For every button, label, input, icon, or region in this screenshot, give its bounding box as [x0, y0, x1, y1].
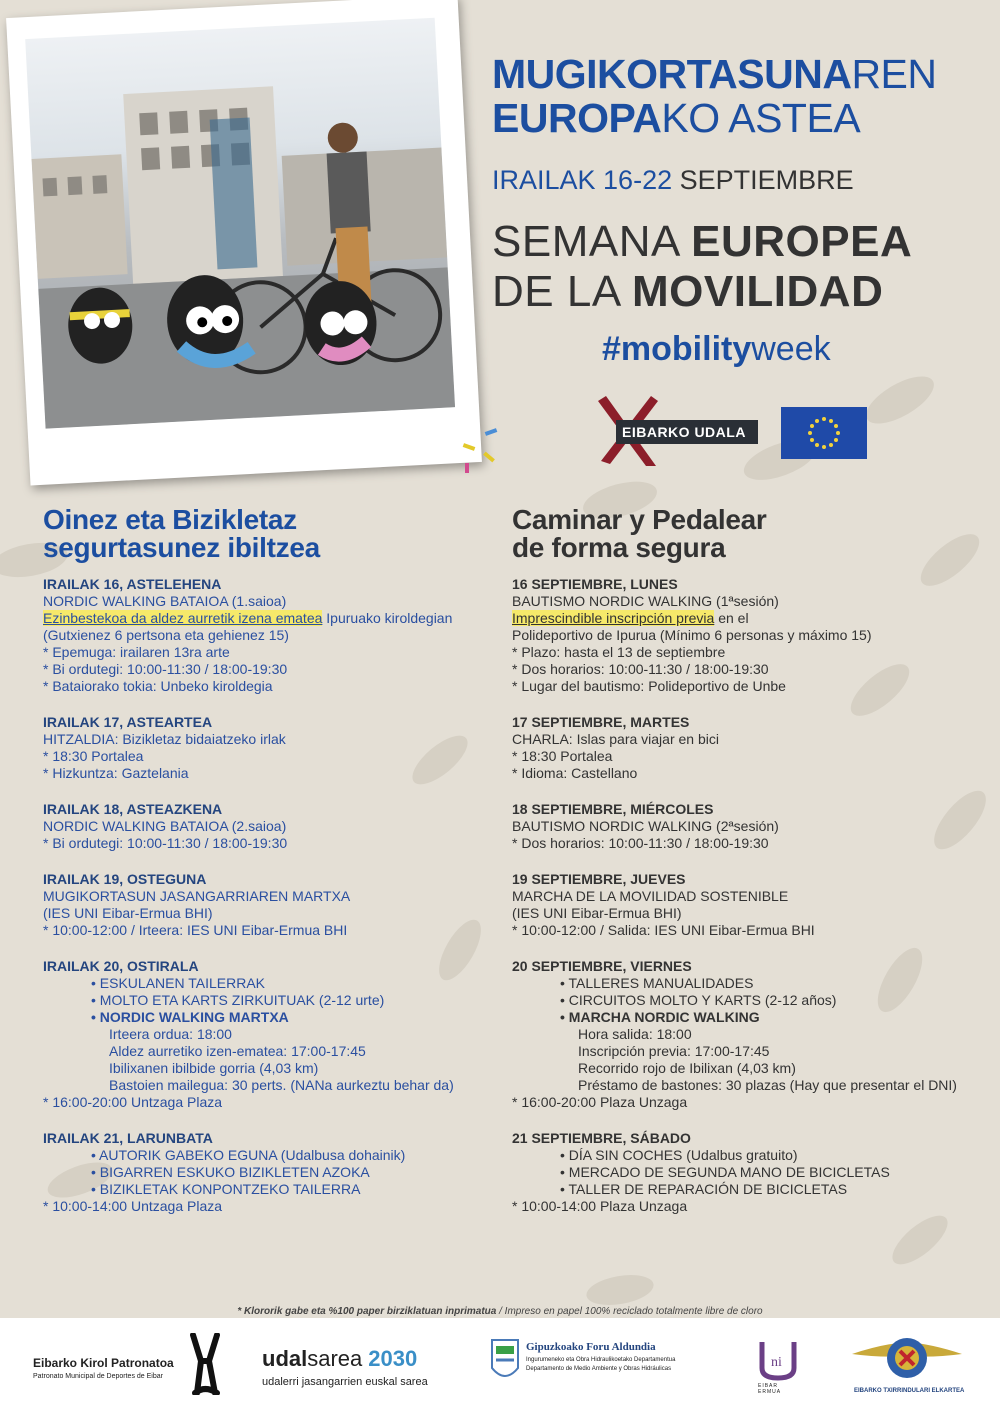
- day-heading: 18 SEPTIEMBRE, MIÉRCOLES: [512, 801, 714, 817]
- event-line: NORDIC WALKING BATAIOA (2.saioa): [43, 818, 287, 834]
- photo-illustration: [25, 18, 455, 429]
- section-title-eu-l2: segurtasunez ibiltzea: [43, 532, 320, 563]
- gipuzkoa-shield-icon: [490, 1338, 520, 1384]
- program-euskara: [43, 506, 493, 1234]
- udalsarea-year: 2030: [368, 1346, 418, 1371]
- hashtag: [602, 330, 831, 369]
- sponsor-footer: [0, 1318, 1000, 1413]
- event-line: NORDIC WALKING BATAIOA (1.saioa): [43, 593, 287, 609]
- kirol-figure-icon: [185, 1333, 225, 1395]
- day-block-19: [512, 871, 982, 939]
- event-line: * 10:00-14:00 Plaza Unzaga: [512, 1198, 688, 1214]
- dates-es: SEPTIEMBRE: [679, 165, 854, 195]
- bullet-item: • MERCADO DE SEGUNDA MANO DE BICICLETAS: [560, 1164, 890, 1180]
- day-block-16: [512, 576, 982, 695]
- event-line: * Bi ordutegi: 10:00-11:30 / 18:00-19:30: [43, 661, 288, 677]
- dates-eu: IRAILAK 16-22: [492, 165, 673, 195]
- footnote-eu: * Klororik gabe eta %100 paper birziklatuan inprimatua: [237, 1306, 497, 1317]
- event-line: * Dos horarios: 10:00-11:30 / 18:00-19:30: [512, 661, 769, 677]
- day-heading: IRAILAK 17, ASTEARTEA: [43, 714, 213, 730]
- bullet-item: • ESKULANEN TAILERRAK: [91, 975, 265, 991]
- event-line: (IES UNI Eibar-Ermua BHI): [512, 905, 682, 921]
- event-line: * Plazo: hasta el 13 de septiembre: [512, 644, 726, 660]
- sub-item: Recorrido rojo de Ibilixan (4,03 km): [578, 1060, 796, 1076]
- title-eu-l2-bold: EUROPA: [492, 95, 662, 141]
- event-line: BAUTISMO NORDIC WALKING (1ªsesión): [512, 593, 779, 609]
- day-heading: 17 SEPTIEMBRE, MARTES: [512, 714, 690, 730]
- event-line: CHARLA: Islas para viajar en bici: [512, 731, 719, 747]
- event-line: BAUTISMO NORDIC WALKING (2ªsesión): [512, 818, 779, 834]
- title-eu-l2-light: KO ASTEA: [661, 95, 861, 141]
- event-line: en el: [714, 610, 749, 626]
- title-es-l1-bold: EUROPEA: [691, 217, 913, 266]
- kirol-patronatoa-logo: [30, 1348, 230, 1398]
- event-line: MARCHA DE LA MOVILIDAD SOSTENIBLE: [512, 888, 789, 904]
- event-line: * 18:30 Portalea: [43, 748, 144, 764]
- day-block-20: [43, 958, 493, 1111]
- section-title-eu-l1: Oinez eta Bizikletaz: [43, 504, 297, 535]
- event-line: * 16:00-20:00 Plaza Unzaga: [512, 1094, 688, 1110]
- event-line: (Gutxienez 6 pertsona eta gehienez 15): [43, 627, 289, 643]
- confetti-decoration: [455, 425, 515, 485]
- sub-item: Préstamo de bastones: 30 plazas (Hay que presentar el DNI): [578, 1077, 957, 1093]
- sub-item: Ibilixanen ibilbide gorria (4,03 km): [109, 1060, 319, 1076]
- event-line: * Lugar del bautismo: Polideportivo de Unbe: [512, 678, 786, 694]
- day-block-17: [512, 714, 982, 782]
- event-line: Ipuruako kiroldegian: [322, 610, 453, 626]
- title-es-l2-bold: MOVILIDAD: [631, 267, 884, 316]
- udalsarea-bold: udal: [262, 1346, 308, 1371]
- polaroid-photo-frame: [6, 0, 482, 486]
- bullet-item: • MOLTO ETA KARTS ZIRKUITUAK (2-12 urte): [91, 992, 385, 1008]
- bullet-item: • BIZIKLETAK KONPONTZEKO TAILERRA: [91, 1181, 361, 1197]
- bullet-item: • NORDIC WALKING MARTXA: [91, 1009, 289, 1025]
- title-eu-l1-light: REN: [851, 51, 937, 97]
- day-heading: IRAILAK 19, OSTEGUNA: [43, 871, 207, 887]
- day-block-20: [512, 958, 982, 1111]
- day-heading: IRAILAK 20, OSTIRALA: [43, 958, 199, 974]
- title-spanish: [492, 217, 912, 317]
- bullet-item: • AUTORIK GABEKO EGUNA (Udalbusa dohainik): [91, 1147, 406, 1163]
- event-line: * Hizkuntza: Gaztelania: [43, 765, 189, 781]
- udalsarea-logo: [262, 1340, 462, 1400]
- day-block-19: [43, 871, 493, 939]
- uni-logo: [758, 1338, 798, 1398]
- svg-text:ni: ni: [771, 1355, 782, 1370]
- gfa-line2: Ingurumeneko eta Obra Hidraulikoetako Departamentua: [526, 1357, 676, 1363]
- title-euskara: [492, 52, 937, 140]
- day-heading: IRAILAK 21, LARUNBATA: [43, 1130, 213, 1146]
- sub-item: Hora salida: 18:00: [578, 1026, 692, 1042]
- bullet-item: • CIRCUITOS MOLTO Y KARTS (2-12 años): [560, 992, 837, 1008]
- day-block-18: [43, 801, 493, 852]
- kirol-logo-sub: Patronato Municipal de Deportes de Eibar: [33, 1373, 163, 1380]
- event-line: * Epemuga: irailaren 13ra arte: [43, 644, 230, 660]
- day-heading: 16 SEPTIEMBRE, LUNES: [512, 576, 678, 592]
- sub-item: Inscripción previa: 17:00-17:45: [578, 1043, 770, 1059]
- event-line: MUGIKORTASUN JASANGARRIAREN MARTXA: [43, 888, 351, 904]
- bullet-item: • DÍA SIN COCHES (Udalbus gratuito): [560, 1147, 798, 1163]
- day-heading: IRAILAK 18, ASTEAZKENA: [43, 801, 223, 817]
- bullet-item: • BIGARREN ESKUKO BIZIKLETEN AZOKA: [91, 1164, 370, 1180]
- uni-label: EIBAR ERMUA: [758, 1383, 782, 1395]
- section-title-es-l1: Caminar y Pedalear: [512, 504, 767, 535]
- eibar-logo-text: EIBARKO UDALA: [622, 424, 746, 440]
- udalsarea-wordmark: [262, 1346, 417, 1372]
- registration-highlight: Ezinbestekoa da aldez aurretik izena ematea: [43, 610, 323, 626]
- footnote-es: / Impreso en papel 100% reciclado totalmente libre de cloro: [496, 1306, 763, 1317]
- udalsarea-light: sarea: [307, 1346, 363, 1371]
- event-line: Polideportivo de Ipurua (Mínimo 6 personas y máximo 15): [512, 627, 872, 643]
- day-block-18: [512, 801, 982, 852]
- txirrindulari-label: EIBARKO TXIRRINDULARI ELKARTEA: [854, 1388, 965, 1394]
- print-footnote: [0, 1306, 1000, 1317]
- event-line: * 10:00-12:00 / Irteera: IES UNI Eibar-Ermua BHI: [43, 922, 348, 938]
- eibar-udala-logo: [596, 396, 761, 466]
- sub-item: Aldez aurretiko izen-ematea: 17:00-17:45: [109, 1043, 366, 1059]
- day-block-16: [43, 576, 493, 695]
- section-title-es: [512, 506, 982, 562]
- day-heading: IRAILAK 16, ASTELEHENA: [43, 576, 222, 592]
- event-line: * Dos horarios: 10:00-11:30 / 18:00-19:30: [512, 835, 769, 851]
- hashtag-bold: #mobility: [602, 330, 752, 368]
- program-spanish: [512, 506, 982, 1234]
- sub-item: Irteera ordua: 18:00: [109, 1026, 232, 1042]
- event-line: * Bi ordutegi: 10:00-11:30 / 18:00-19:30: [43, 835, 288, 851]
- eu-flag-icon: [781, 407, 867, 459]
- event-line: * 18:30 Portalea: [512, 748, 613, 764]
- gipuzkoa-logo: [490, 1338, 720, 1398]
- event-line: (IES UNI Eibar-Ermua BHI): [43, 905, 213, 921]
- section-title-eu: [43, 506, 493, 562]
- title-es-l1-light: SEMANA: [492, 217, 679, 266]
- udalsarea-sub: udalerri jasangarrien euskal sarea: [262, 1376, 428, 1388]
- gfa-line3: Departamento de Medio Ambiente y Obras Hidráulicas: [526, 1366, 672, 1372]
- day-block-21: [512, 1130, 982, 1215]
- event-line: * Idioma: Castellano: [512, 765, 638, 781]
- event-line: * 10:00-12:00 / Salida: IES UNI Eibar-Ermua BHI: [512, 922, 815, 938]
- uni-emblem-icon: [758, 1338, 798, 1382]
- bullet-item: • TALLER DE REPARACIÓN DE BICICLETAS: [560, 1181, 848, 1197]
- section-title-es-l2: de forma segura: [512, 532, 726, 563]
- registration-highlight: Imprescindible inscripción previa: [512, 610, 715, 626]
- day-heading: 21 SEPTIEMBRE, SÁBADO: [512, 1130, 691, 1146]
- sub-item: Bastoien mailegua: 30 perts. (NANa aurkeztu behar da): [109, 1077, 454, 1093]
- bullet-item: • TALLERES MANUALIDADES: [560, 975, 754, 991]
- cycling-club-emblem-icon: [852, 1332, 962, 1386]
- event-line: * 16:00-20:00 Untzaga Plaza: [43, 1094, 223, 1110]
- day-heading: 20 SEPTIEMBRE, VIERNES: [512, 958, 692, 974]
- kirol-logo-title: Eibarko Kirol Patronatoa: [33, 1356, 174, 1370]
- street-photo: [25, 18, 455, 429]
- event-line: * 10:00-14:00 Untzaga Plaza: [43, 1198, 223, 1214]
- title-es-l2-light: DE LA: [492, 267, 620, 316]
- day-heading: 19 SEPTIEMBRE, JUEVES: [512, 871, 686, 887]
- gfa-title: Gipuzkoako Foru Aldundia: [526, 1341, 656, 1353]
- event-line: * Bataiorako tokia: Unbeko kiroldegia: [43, 678, 273, 694]
- txirrindulari-logo: [852, 1332, 965, 1402]
- bullet-item: • MARCHA NORDIC WALKING: [560, 1009, 760, 1025]
- event-line: HITZALDIA: Bizikletaz bidaiatzeko irlak: [43, 731, 286, 747]
- event-dates: [492, 165, 854, 196]
- day-block-17: [43, 714, 493, 782]
- hashtag-light: week: [751, 330, 831, 368]
- title-eu-l1-bold: MUGIKORTASUNA: [492, 51, 852, 97]
- day-block-21: [43, 1130, 493, 1215]
